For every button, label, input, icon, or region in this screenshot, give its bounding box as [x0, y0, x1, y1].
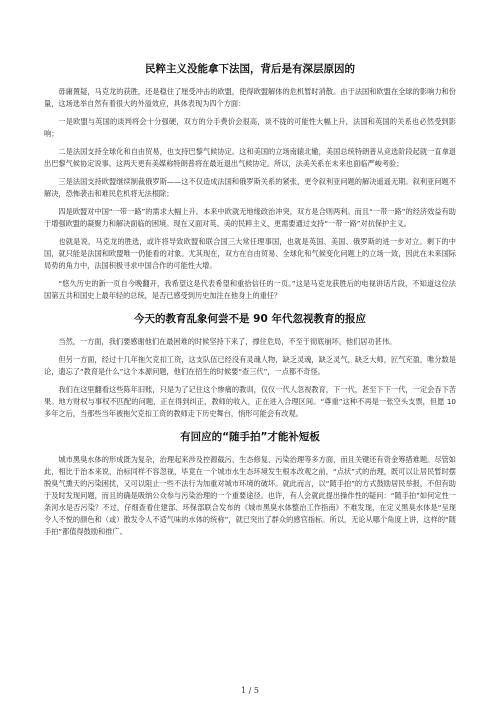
section-populism — [44, 62, 456, 302]
section-title: 有回应的“随手拍”才能补短板 — [180, 431, 320, 443]
page-number: 1 / 5 — [241, 686, 259, 695]
paragraph: 毋庸置疑，马克龙的获胜，还是稳住了厘受冲击的欧盟，使得欧盟解体的危机暂时消散。由于法国和欧盟在全球的影响力和份量，这场选举自然有着很大的外溢效应，具体表现为四个方面： — [44, 87, 456, 108]
paragraph: 一是欧盟与英国的谈判将会十分强硬，双方的分手费价会很高，谈不拢的可能性大幅上升，法国和英国的关系也必然受到影响； — [44, 117, 456, 138]
paragraph: 城市黑臭水体的形成既为复杂，治理起来涉及控源截污、生态修复、污染治理等多方面，而且关键还有资金筹措难题。尽管如此，相比于治本来说，治标同样不容忽视，毕竟在一个城市水生态环境发生根本改观之前，“点状”式的治理，既可以让居民暂时摆脱臭气熏天的污染困扰，又可以阻止一些不法行为加重对城市环境的破坏。就此而言，以“随手拍”的方式鼓励居民举报，不但有助于及时发现问题，而且的确是吸纳公众参与污染治理的一个重要途径。也许，有人会就此提出操作性的疑问：“随手拍”如何定性一条河水是否污染？不过，仔细查看住建部、环保部联合发布的《城市黑臭水体整治工作指南》不难发现，在定义黑臭水体是“呈现令人不悦的颜色和（或）散发令人不适气味的水体的统称”，就已突出了群众的感官指标。所以，无论从哪个角度上讲，这样的“随手拍”都值得鼓励和推广。 — [44, 455, 456, 536]
paragraph: “悠久历史的新一页自今晚翻开，我希望这是代表希望和重拾信任的一页。”这是马克龙获胜后的电视讲话片段，不知道这位法国第五共和国史上最年轻的总统，是否已感受到历史加注在他身上的重任？ — [44, 279, 456, 300]
paragraph: 也就是说，马克龙的胜选，或许将导致欧盟和联合国三大常任理事国，也就是英国、美国、俄罗斯的进一步对立。剩下的中国，就只能是法国和欧盟唯一仍能看的对象。尤其现在，双方在自由贸易、全球化和气候变化问题上的立场一致，因此在未来国际局势的角力中，法国积极寻求中国合作的可能性大增。 — [44, 237, 456, 270]
paragraph: 二是法国支持全球化和自由贸易，也支持巴黎气候协定。这和美国的立场南辕北辙，美国总统特朗普从竞选阶段起就一直拿退出巴黎气候协定说事。这两天更有美媒称特朗普将在最近退出气候协定。所以，法美关系在未来也面临严峻考验； — [44, 147, 456, 168]
paragraph: 三是法国支持欧盟继续制裁俄罗斯——这不仅造成法国和俄罗斯关系的紧张，更令叙利亚问题的解决遥遥无期。叙利亚问题不解决，恐怖袭击和难民危机将无法根除； — [44, 177, 456, 198]
section-title: 民粹主义没能拿下法国，背后是有深层原因的 — [145, 63, 355, 75]
section-education — [44, 312, 456, 420]
paragraph: 我们在这里翻看这些陈年旧账，只是为了记住这个惨痛的教训，仅仅一代人忽视教育，下一代，甚至下下一代，一定会吞下苦果。地方财权与事权不匹配的问题，正在得到纠正，教师的收入，正在进入合理区间。“尊重”这种不再是一张空头支票，但愿 10 多年之后，当那些当年被拖欠克扣工资的教师走下历史舞台，悄形可能会有改观。 — [44, 385, 456, 418]
paragraph: 四是欧盟对中国“一带一路”的需求大幅上升。本来中欧就无地缘政治冲突，双方是合则两利。而且“一带一路”的经济效益有助于增强欧盟的凝聚力和解决面临的困境。现在又面对英、美的民粹主义，更需要通过支持“一带一路”对抗保护主义。 — [44, 207, 456, 228]
paragraph: 当然，一方面，我们要感谢他们在最困难的时候坚持下来了，撑住危局，不至于彻底崩坏，他们居功甚伟。 — [58, 337, 397, 346]
paragraph: 但另一方面，经过十几年拖欠克扣工资，这支队伍已经没有灵魂人物，缺乏灵魂，缺乏灵气，缺乏大师，匠气充盈，唯分数是论，遗忘了“教育是什么”这个本源问题，他们在招生的时候要“查三代”，一点都不奇怪。 — [44, 355, 456, 376]
section-title: 今天的教育乱象何尝不是 90 年代忽视教育的报应 — [134, 313, 366, 325]
section-snapshot — [44, 430, 456, 538]
